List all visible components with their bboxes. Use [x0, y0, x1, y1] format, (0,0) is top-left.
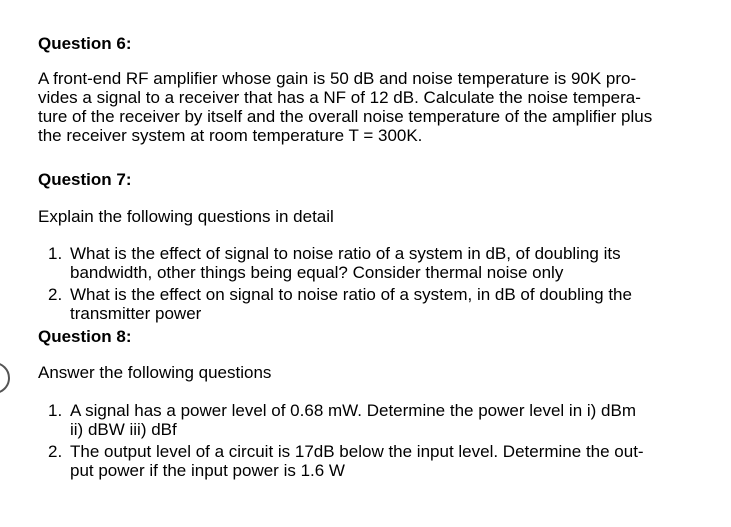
list-item-number: 1. — [48, 244, 63, 263]
list-item — [38, 401, 728, 439]
question-7-intro-text: Explain the following questions in detail — [38, 207, 334, 226]
list-item-line: bandwidth, other things being equal? Consider thermal noise only — [70, 263, 564, 282]
list-item-line: transmitter power — [70, 304, 202, 323]
list-item-line: A signal has a power level of 0.68 mW. Determine the power level in i) dBm — [70, 401, 636, 420]
list-item-line: ii) dBW iii) dBf — [70, 420, 177, 439]
list-item-number: 2. — [48, 442, 63, 461]
list-item — [38, 244, 728, 282]
question-6-line: ture of the receiver by itself and the overall noise temperature of the amplifier plus — [38, 107, 653, 126]
question-7-intro — [38, 207, 728, 226]
list-item-number: 2. — [48, 285, 63, 304]
list-item-line: What is the effect of signal to noise ratio of a system in dB, of doubling its — [70, 244, 621, 263]
question-6-heading: Question 6: — [38, 34, 132, 53]
question-6-line: A front-end RF amplifier whose gain is 50 dB and noise temperature is 90K pro- — [38, 69, 637, 88]
list-item — [38, 442, 728, 480]
question-8-list — [38, 401, 728, 483]
question-8-intro — [38, 363, 728, 382]
question-6-text — [38, 69, 728, 145]
list-item-line: What is the effect on signal to noise ratio of a system, in dB of doubling the — [70, 285, 632, 304]
page-edge-circle — [0, 362, 10, 394]
question-7-heading: Question 7: — [38, 170, 132, 189]
list-item — [38, 285, 728, 323]
question-8-heading: Question 8: — [38, 327, 132, 346]
list-item-line: put power if the input power is 1.6 W — [70, 461, 345, 480]
question-8-intro-text: Answer the following questions — [38, 363, 272, 382]
list-item-number: 1. — [48, 401, 63, 420]
question-7-list — [38, 244, 728, 326]
list-item-line: The output level of a circuit is 17dB below the input level. Determine the out- — [70, 442, 644, 461]
question-6-line: vides a signal to a receiver that has a NF of 12 dB. Calculate the noise tempera- — [38, 88, 641, 107]
question-6-line: the receiver system at room temperature T = 300K. — [38, 126, 423, 145]
